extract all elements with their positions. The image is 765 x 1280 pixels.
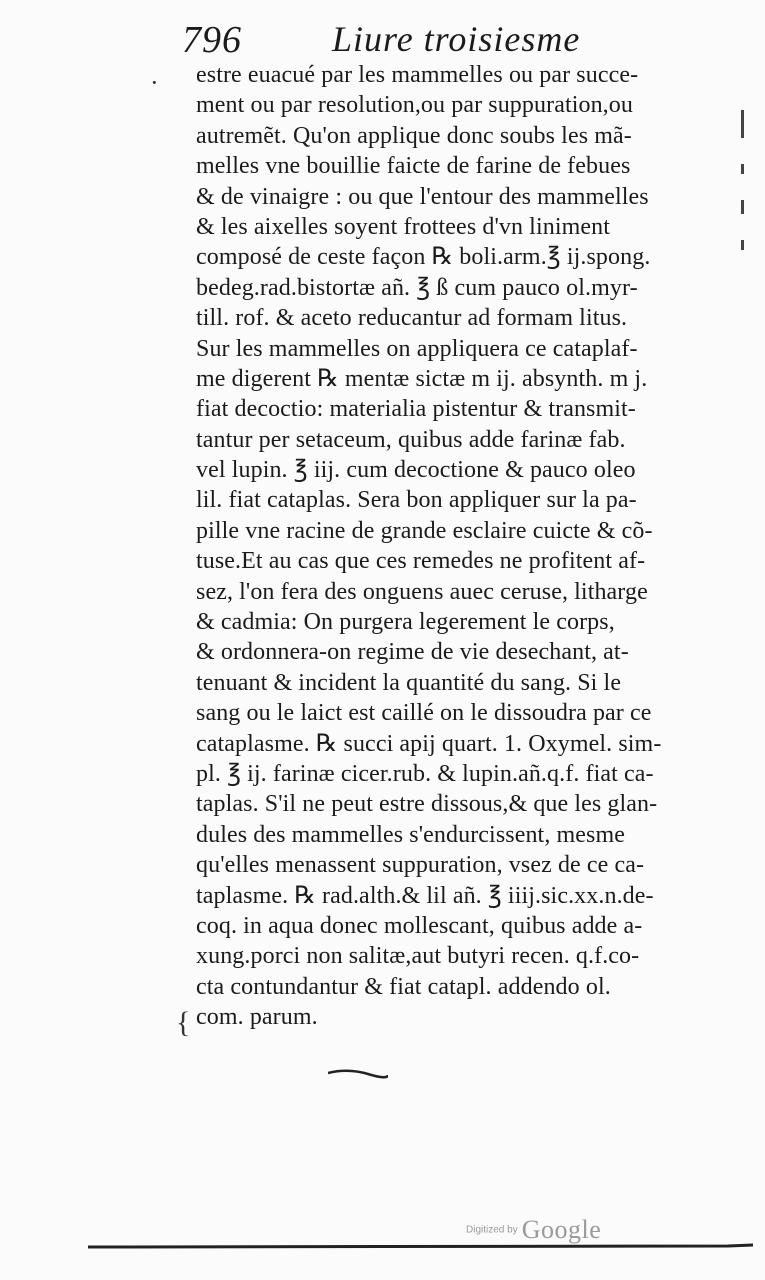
- text-line: dules des mammelles s'endurcissent, mesme: [196, 821, 625, 848]
- text-line: & de vinaigre : ou que l'entour des mammelles: [196, 183, 649, 210]
- text-line: composé de ceste façon ℞ boli.arm.℥ ij.spong.: [196, 244, 651, 271]
- text-line: Sur les mammelles on appliquera ce cataplaf-: [196, 335, 638, 362]
- text-line: & cadmia: On purgera legerement le corps,: [196, 609, 615, 636]
- running-title: Liure troisiesme: [332, 19, 581, 59]
- text-line: cta contundantur & fiat catapl. addendo ol.: [196, 973, 611, 1000]
- watermark-prefix: Digitized by: [466, 1224, 518, 1236]
- text-line: pl. ℥ ij. farinæ cicer.rub. & lupin.añ.q.f. fiat ca-: [196, 760, 654, 787]
- end-flourish-icon: [328, 1066, 388, 1080]
- text-line: com. parum.: [196, 1004, 318, 1031]
- text-line: ment ou par resolution,ou par suppuration,ou: [196, 92, 633, 119]
- watermark-brand: Google: [521, 1215, 602, 1244]
- text-line: estre euacué par les mammelles ou par succe-: [196, 62, 639, 88]
- page-edge-marks: [741, 110, 757, 270]
- page-header: [182, 14, 702, 66]
- margin-bracket-mark: {: [176, 1006, 191, 1039]
- text-line: vel lupin. ℥ iij. cum decoctione & pauco oleo: [196, 457, 636, 484]
- page-number: 796: [182, 19, 242, 61]
- body-text: [196, 60, 716, 1033]
- text-line: lil. fiat cataplas. Sera bon appliquer sur la pa-: [196, 487, 637, 514]
- text-line: till. rof. & aceto reducantur ad formam litus.: [196, 305, 628, 332]
- text-line: pille vne racine de grande esclaire cuicte & cõ-: [196, 517, 653, 544]
- text-line: qu'elles menassent suppuration, vsez de ce ca-: [196, 852, 645, 879]
- footer-rule: [88, 1240, 753, 1252]
- text-line: tenuant & incident la quantité du sang. Si le: [196, 669, 622, 696]
- text-line: bedeg.rad.bistortæ añ. ℥ ß cum pauco ol.myr-: [196, 274, 638, 301]
- text-line: sang ou le laict est caillé on le dissoudra par ce: [196, 700, 652, 727]
- text-line: taplasme. ℞ rad.alth.& lil añ. ℥ iiij.sic.xx.n.de-: [196, 882, 654, 909]
- text-line: autremẽt. Qu'on applique donc soubs les mã-: [196, 122, 632, 149]
- text-line: coq. in aqua donec mollescant, quibus adde a-: [196, 912, 643, 939]
- margin-mark: ·: [150, 68, 159, 97]
- text-line: melles vne bouillie faicte de farine de febues: [196, 153, 631, 180]
- text-line: sez, l'on fera des onguens auec ceruse, litharge: [196, 578, 648, 605]
- text-line: fiat decoctio: materialia pistentur & transmit-: [196, 396, 636, 423]
- text-line: tantur per setaceum, quibus adde farinæ fab.: [196, 426, 626, 453]
- text-line: & ordonnera-on regime de vie desechant, at-: [196, 639, 629, 666]
- text-line: tuse.Et au cas que ces remedes ne profitent af-: [196, 548, 646, 575]
- text-line: xung.porci non salitæ,aut butyri recen. q.f.co-: [196, 943, 640, 970]
- text-line: cataplasme. ℞ succi apij quart. 1. Oxymel. sim-: [196, 730, 662, 757]
- text-line: & les aixelles soyent frottees d'vn liniment: [196, 213, 610, 240]
- text-line: taplas. S'il ne peut estre dissous,& que les glan-: [196, 791, 658, 818]
- text-line: me digerent ℞ mentæ sictæ m ij. absynth. m j.: [196, 365, 648, 392]
